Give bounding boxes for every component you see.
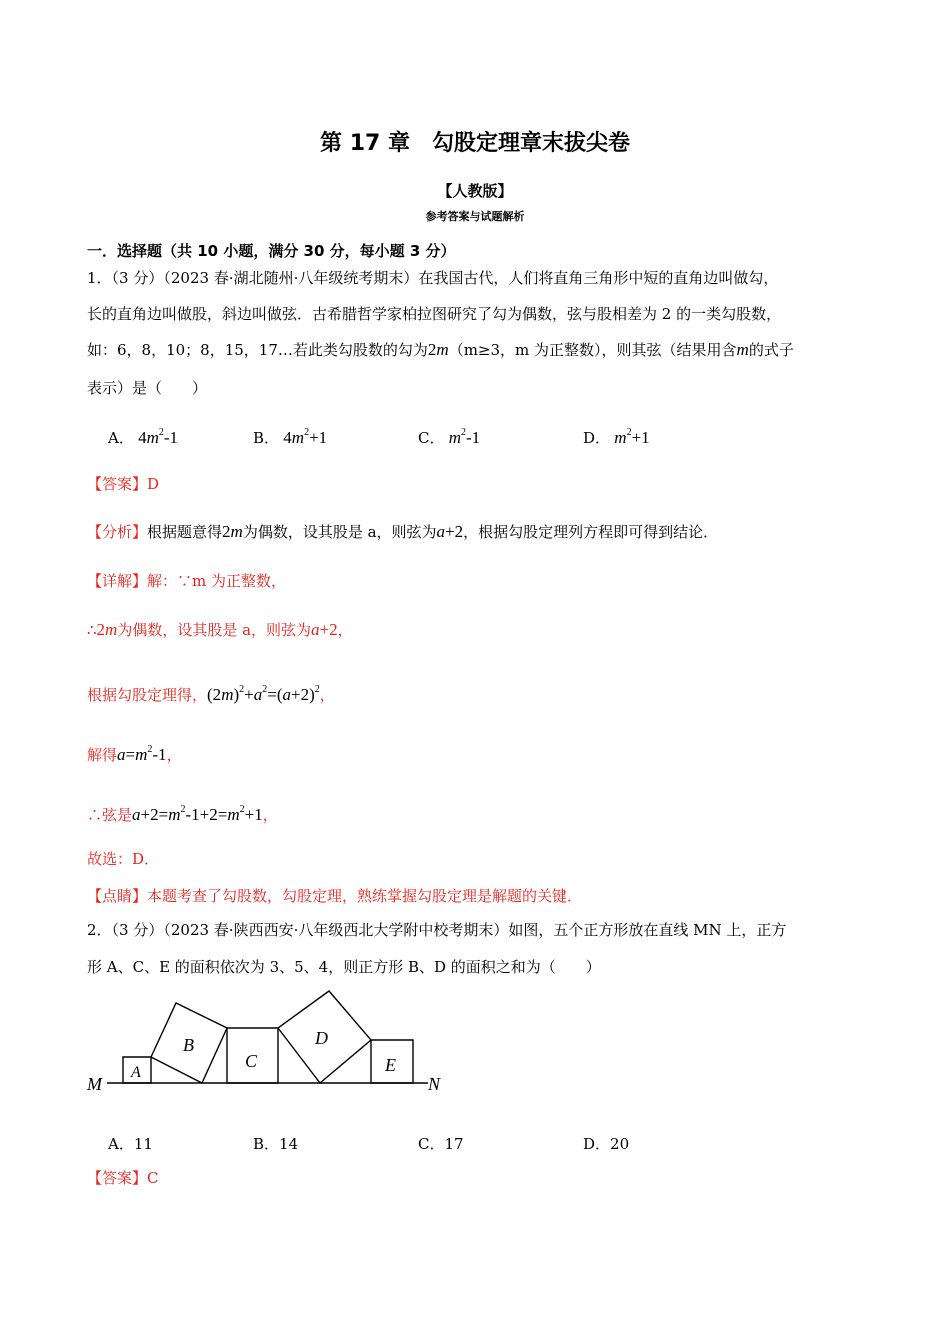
- q1-option-c: C． $m^2-1$: [418, 427, 481, 447]
- q1-answer: 【答案】D: [87, 475, 160, 493]
- q1-step4: ∴弦是$a+2=m^2-1+2=m^2+1$，: [87, 804, 278, 824]
- q1-step3: 解得$a=m^2-1$，: [87, 744, 182, 764]
- q2-line2: 形 A、C、E 的面积依次为 3、5、4，则正方形 B、D 的面积之和为（ ）: [87, 958, 601, 976]
- q2-option-b: B．14: [253, 1135, 299, 1153]
- label-c: C: [245, 1051, 258, 1071]
- label-n: N: [428, 1074, 441, 1094]
- page-title: 第 17 章 勾股定理章末拔尖卷: [320, 131, 630, 156]
- q1-line3-start: 如：6，8，10；8，15，17…若此类勾股数的勾为: [87, 341, 428, 359]
- q1-line2: 长的直角边叫做股，斜边叫做弦．古希腊哲学家柏拉图研究了勾为偶数，弦与股相差为 2 的一类勾股数，: [87, 305, 782, 323]
- q2-option-c: C．17: [418, 1135, 464, 1153]
- label-a: A: [131, 1064, 141, 1081]
- q1-analysis: 【分析】根据题意得2m为偶数，设其股是 a，则弦为a+2，根据勾股定理列方程即可得到结论．: [87, 522, 719, 541]
- q1-option-a: A． $4m^2-1$: [108, 427, 179, 447]
- section-heading: 一．选择题（共 10 小题，满分 30 分，每小题 3 分）: [87, 242, 456, 260]
- q2-line1: 2．（3 分）（2023 春·陕西西安·八年级西北大学附中校考期末）如图，五个正方形放在直线 MN 上，正方: [87, 921, 787, 939]
- q1-line4: 表示）是（ ）: [87, 379, 208, 397]
- q2-answer: 【答案】C: [87, 1169, 159, 1187]
- q1-line1: 1．（3 分）（2023 春·湖北随州·八年级统考期末）在我国古代，人们将直角三角形中短的直角边叫做勾，: [87, 269, 779, 287]
- q2-option-d: D．20: [583, 1135, 630, 1153]
- label-b: B: [183, 1035, 194, 1055]
- q1-detail: 【详解】解：∵m 为正整数，: [87, 572, 287, 590]
- subtitle: 参考答案与试题解析: [425, 210, 525, 223]
- q1-option-b: B． $4m^2+1$: [253, 427, 328, 447]
- squares-figure: [85, 985, 455, 1097]
- label-m: M: [87, 1074, 102, 1094]
- edition-label: 【人教版】: [437, 182, 513, 200]
- q1-comment: 【点睛】本题考查了勾股数，勾股定理，熟练掌握勾股定理是解题的关键．: [87, 887, 583, 905]
- math-m: m: [736, 340, 749, 359]
- q1-line3-end: 的式子: [748, 341, 794, 359]
- label-e: E: [385, 1055, 396, 1075]
- q1-step1: ∴2m为偶数，设其股是 a，则弦为a+2，: [87, 620, 353, 639]
- q1-conclusion: 故选：D．: [87, 850, 160, 868]
- q1-step2: 根据勾股定理得，$(2m)^2+a^2=(a+2)^2$，: [87, 684, 335, 704]
- math-2m: 2m: [427, 340, 449, 359]
- q1-line3: [87, 340, 794, 360]
- label-d: D: [315, 1028, 328, 1048]
- q2-option-a: A．11: [108, 1135, 153, 1153]
- q1-line3-mid: （m≥3，m 为正整数），则其弦（结果用含: [448, 341, 737, 359]
- q1-option-d: D． $m^2+1$: [583, 427, 650, 447]
